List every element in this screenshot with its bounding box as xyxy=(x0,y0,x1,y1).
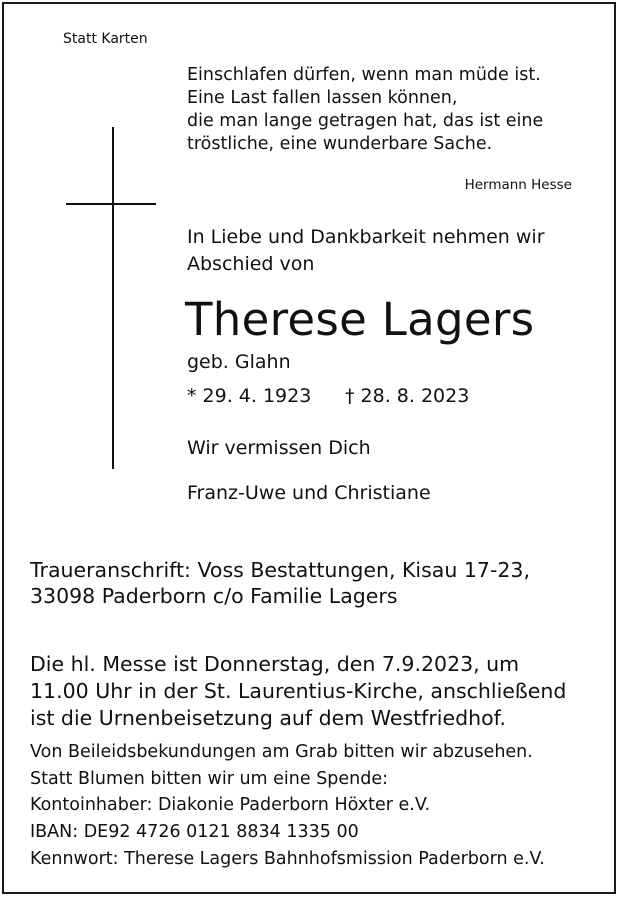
poem-line: Eine Last fallen lassen können, xyxy=(187,88,458,108)
death-date: † 28. 8. 2023 xyxy=(345,385,470,407)
intro-line: Abschied von xyxy=(187,253,315,275)
address-line: Traueranschrift: Voss Bestattungen, Kisau 17-23, xyxy=(30,558,530,582)
note-line: IBAN: DE92 4726 0121 8834 1335 00 xyxy=(30,822,359,842)
cross-horizontal-bar xyxy=(66,203,156,205)
memorial-message: Wir vermissen Dich xyxy=(187,437,371,459)
intro-line: In Liebe und Dankbarkeit nehmen wir xyxy=(187,226,545,248)
mourners: Franz-Uwe und Christiane xyxy=(187,482,431,504)
service-line: 11.00 Uhr in der St. Laurentius-Kirche, anschließend xyxy=(30,679,567,703)
poem-line: tröstliche, eine wunderbare Sache. xyxy=(187,134,493,154)
note-line: Statt Blumen bitten wir um eine Spende: xyxy=(30,769,389,789)
poem-line: die man lange getragen hat, das ist eine xyxy=(187,111,544,131)
address-line: 33098 Paderborn c/o Familie Lagers xyxy=(30,584,398,608)
cross-vertical-bar xyxy=(112,127,114,469)
note-line: Kontoinhaber: Diakonie Paderborn Höxter e.V. xyxy=(30,795,431,815)
deceased-name: Therese Lagers xyxy=(185,293,535,346)
note-line: Kennwort: Therese Lagers Bahnhofsmission Paderborn e.V. xyxy=(30,849,545,869)
statt-karten-label: Statt Karten xyxy=(63,31,148,47)
poem-line: Einschlafen dürfen, wenn man müde ist. xyxy=(187,65,541,85)
birth-date: * 29. 4. 1923 xyxy=(187,385,312,407)
note-line: Von Beileidsbekundungen am Grab bitten wir abzusehen. xyxy=(30,742,533,762)
poem-author: Hermann Hesse xyxy=(464,177,572,193)
service-line: ist die Urnenbeisetzung auf dem Westfriedhof. xyxy=(30,706,506,730)
maiden-name: geb. Glahn xyxy=(187,351,291,373)
service-line: Die hl. Messe ist Donnerstag, den 7.9.2023, um xyxy=(30,652,520,676)
